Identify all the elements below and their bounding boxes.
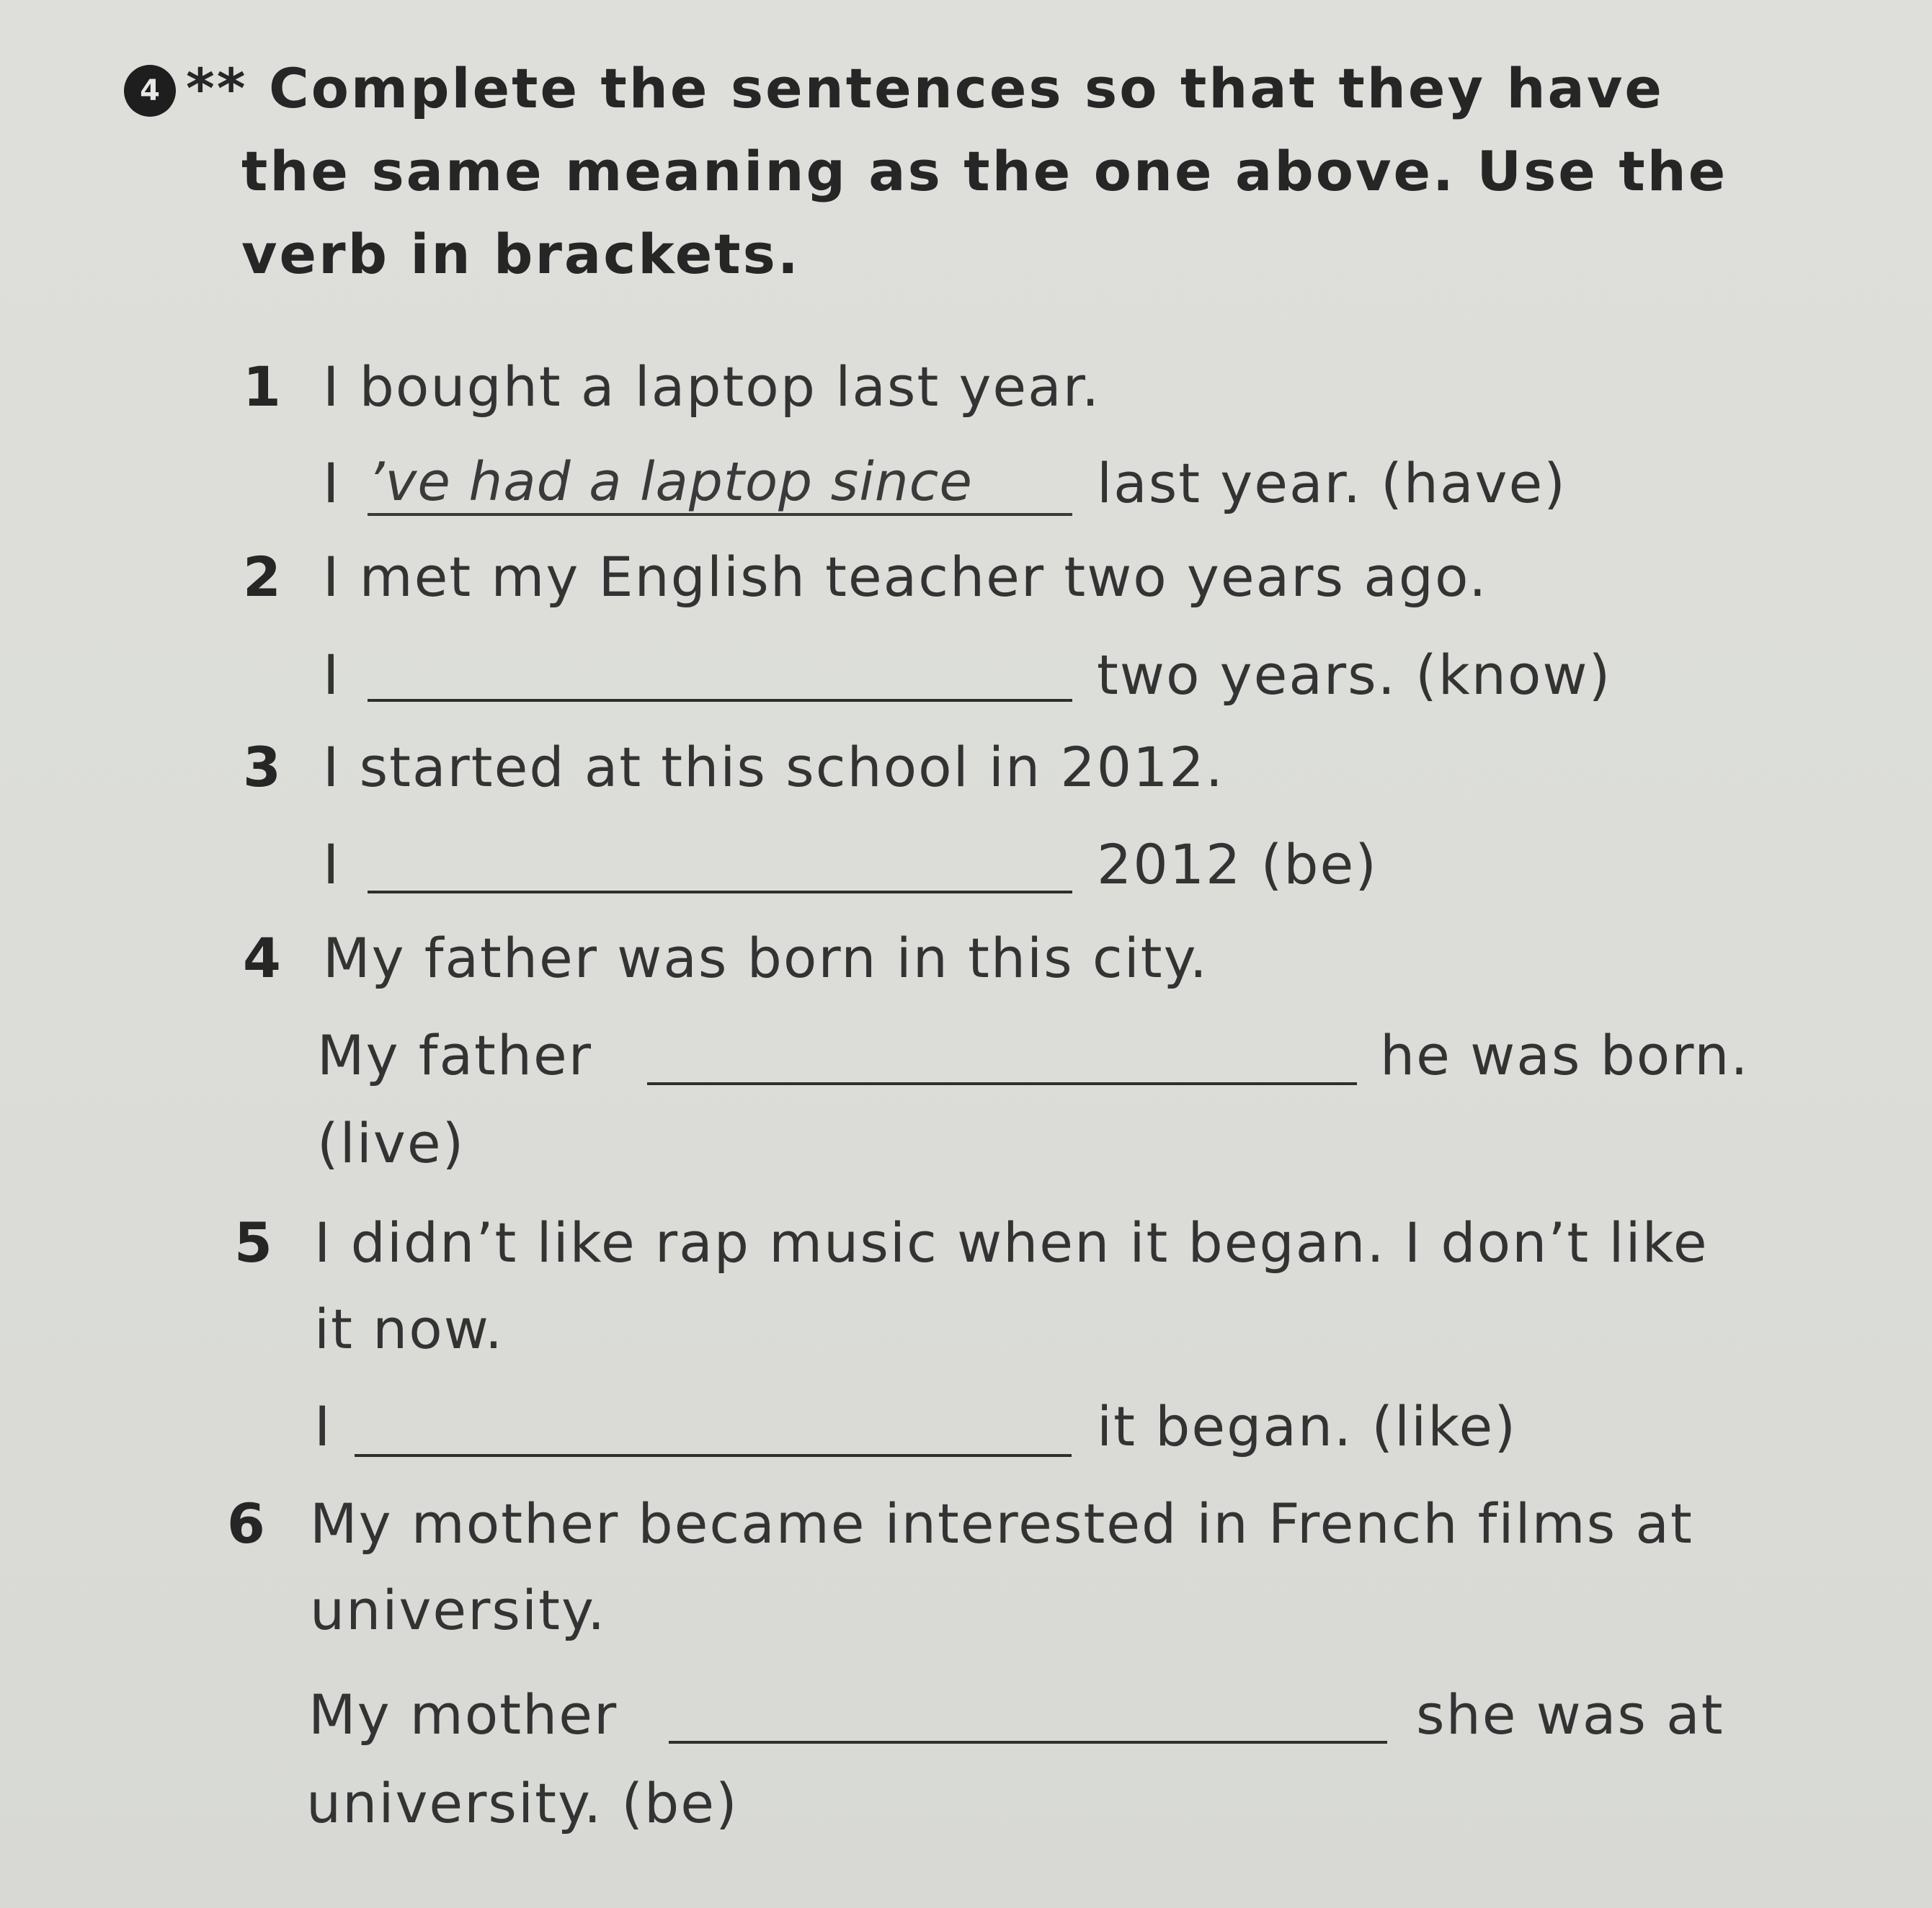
item-rewrite-end: she was at — [1416, 1682, 1724, 1747]
item-rewrite-start: My mother — [308, 1682, 618, 1747]
item-original-sentence: My father was born in this city. — [323, 926, 1208, 990]
item-original-sentence-line-2: it now. — [314, 1297, 504, 1361]
answer-blank-line[interactable] — [355, 1454, 1072, 1457]
item-original-sentence-line-1: I didn’t like rap music when it began. I don’t like — [314, 1211, 1709, 1275]
instruction-line-1: ** Complete the sentences so that they have — [186, 56, 1664, 120]
item-rewrite-end: 2012 (be) — [1097, 832, 1378, 896]
item-original-sentence: I met my English teacher two years ago. — [323, 545, 1488, 609]
item-answer-filled[interactable]: ’ve had a laptop since — [368, 451, 1072, 516]
item-number: 5 — [234, 1211, 272, 1275]
item-rewrite-end: last year. (have) — [1097, 451, 1567, 515]
item-original-sentence-line-2: university. — [310, 1578, 607, 1642]
item-rewrite-end: two years. (know) — [1097, 643, 1612, 707]
exercise-number-badge — [124, 65, 176, 117]
answer-blank-line[interactable] — [669, 1741, 1387, 1744]
item-rewrite-start: I — [323, 643, 341, 707]
item-rewrite-end: it began. (like) — [1097, 1394, 1517, 1458]
item-rewrite-start: My father — [317, 1023, 593, 1087]
item-number: 6 — [227, 1492, 265, 1556]
item-number: 3 — [243, 735, 281, 799]
answer-blank-line[interactable] — [368, 891, 1072, 893]
exercise-number: 4 — [140, 74, 160, 107]
instruction-line-2: the same meaning as the one above. Use the — [241, 139, 1728, 203]
item-original-sentence: I started at this school in 2012. — [323, 735, 1224, 799]
answer-blank-line[interactable] — [368, 699, 1072, 702]
item-number: 4 — [243, 926, 281, 990]
item-rewrite-start: I — [323, 832, 341, 896]
item-rewrite-end-continued: university. (be) — [306, 1771, 739, 1835]
item-number: 1 — [243, 355, 281, 419]
instruction-line-3: verb in brackets. — [241, 222, 801, 286]
answer-blank-line[interactable] — [647, 1082, 1357, 1085]
item-rewrite-end: he was born. — [1380, 1023, 1750, 1087]
item-rewrite-end-continued: (live) — [317, 1111, 466, 1175]
item-rewrite-start: I — [314, 1394, 332, 1458]
item-original-sentence-line-1: My mother became interested in French films at — [310, 1492, 1693, 1556]
item-number: 2 — [243, 545, 281, 609]
item-original-sentence: I bought a laptop last year. — [323, 355, 1101, 419]
item-rewrite-start: I — [323, 451, 341, 515]
